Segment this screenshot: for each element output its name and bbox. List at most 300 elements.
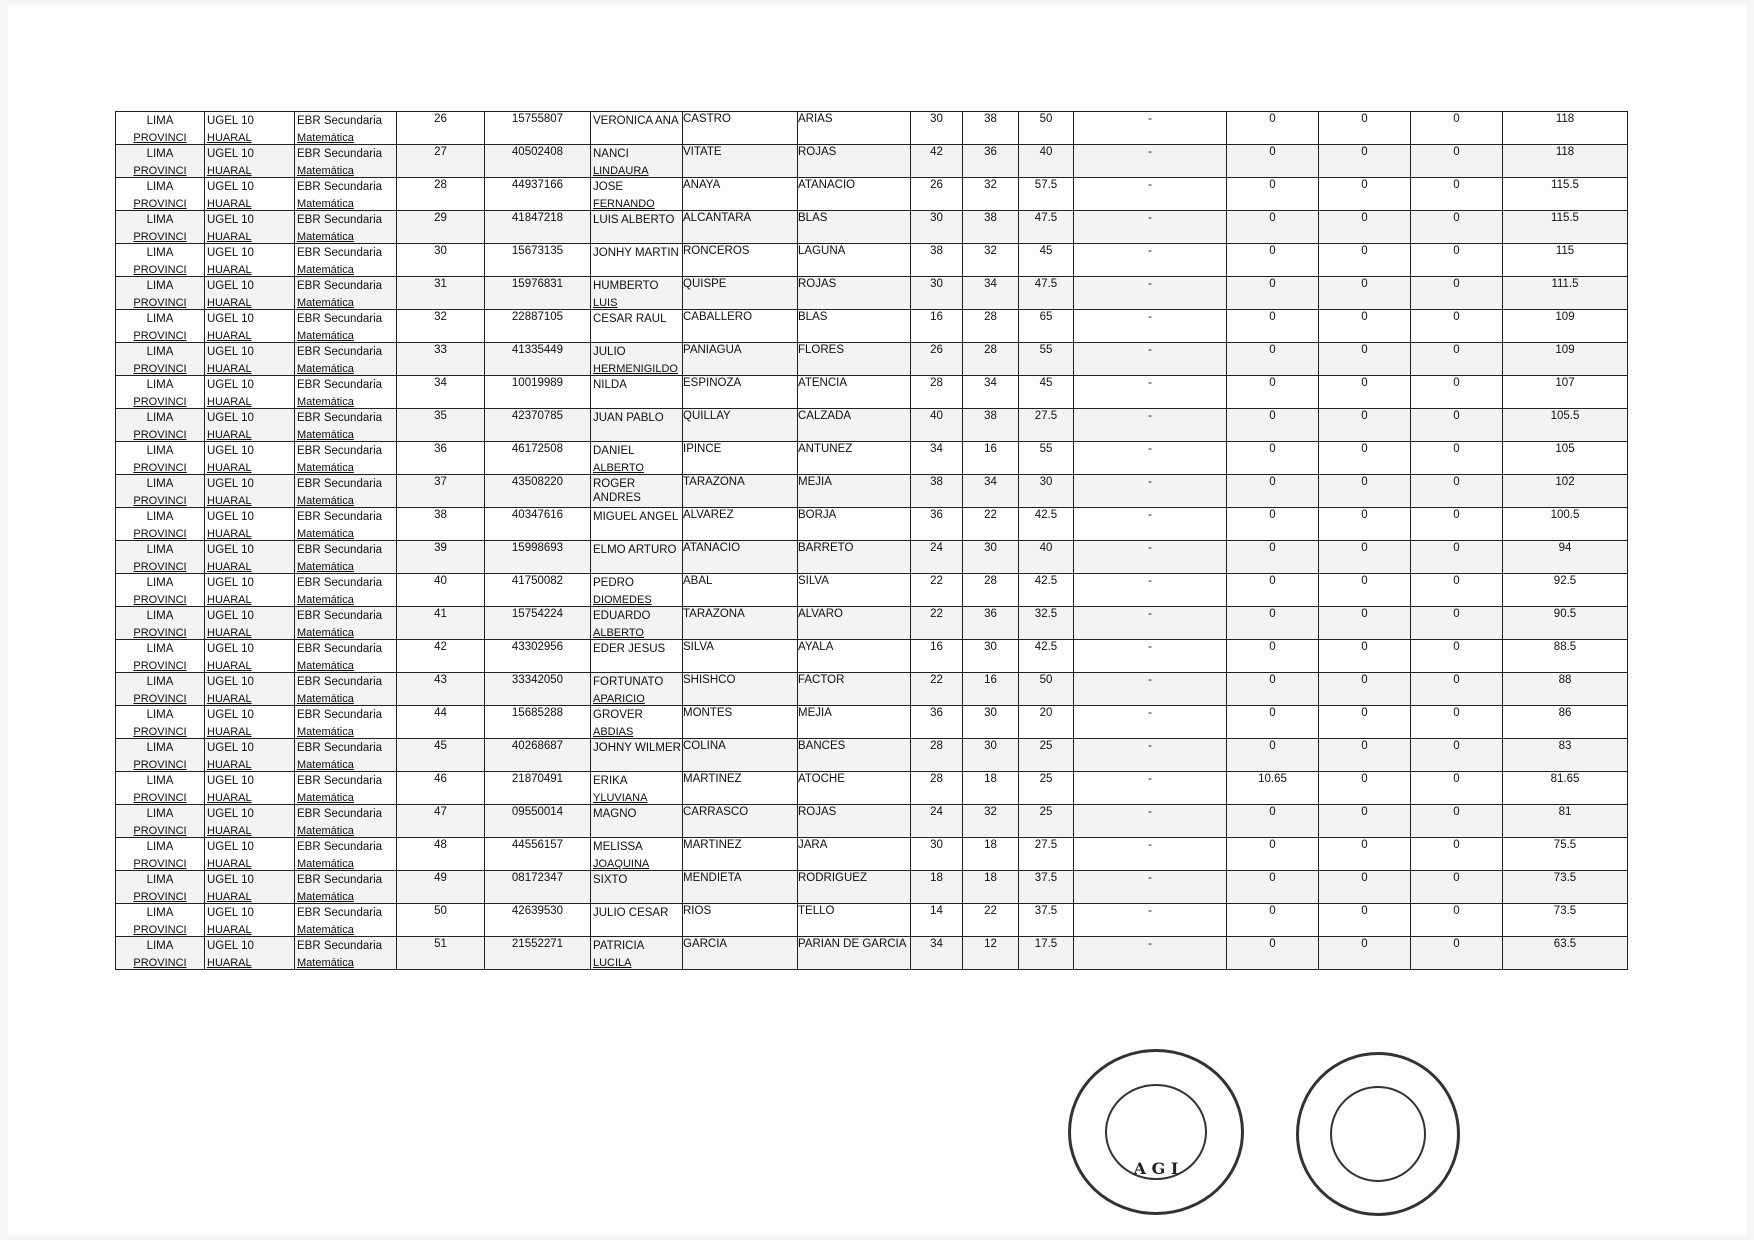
cell-total: 115 — [1503, 244, 1628, 277]
cell-observacion: - — [1074, 244, 1227, 277]
cell-ugel — [205, 739, 295, 772]
cell-region — [116, 574, 205, 607]
cell-region-line2: PROVINCI — [133, 693, 187, 705]
cell-order: 46 — [397, 772, 485, 805]
cell-nombres — [591, 640, 683, 673]
cell-modalidad-line1: EBR Secundaria — [297, 247, 383, 259]
cell-modalidad — [295, 310, 397, 343]
cell-score-1: 26 — [911, 178, 963, 211]
cell-ugel-line1: UGEL 10 — [207, 247, 254, 259]
cell-region-line2: PROVINCI — [133, 891, 187, 903]
cell-bonus-3: 0 — [1411, 574, 1503, 607]
cell-region-line1: LIMA — [146, 643, 174, 655]
cell-score-2: 34 — [963, 475, 1019, 508]
cell-ugel-line2: HUARAL — [207, 330, 252, 342]
cell-dni: 43508220 — [485, 475, 591, 508]
cell-ugel — [205, 310, 295, 343]
cell-nombres — [591, 310, 683, 343]
cell-modalidad-line2: Matemática — [297, 363, 354, 375]
cell-total: 92.5 — [1503, 574, 1628, 607]
cell-region-line1: LIMA — [146, 247, 174, 259]
cell-observacion: - — [1074, 805, 1227, 838]
cell-dni: 15673135 — [485, 244, 591, 277]
table-row — [116, 145, 1628, 178]
table-row — [116, 508, 1628, 541]
cell-ugel-line2: HUARAL — [207, 264, 252, 276]
cell-dni: 42639530 — [485, 904, 591, 937]
cell-bonus-2: 0 — [1319, 376, 1411, 409]
cell-ugel-line1: UGEL 10 — [207, 709, 254, 721]
table-row — [116, 475, 1628, 508]
cell-region — [116, 343, 205, 376]
cell-score-2: 28 — [963, 310, 1019, 343]
cell-ugel — [205, 871, 295, 904]
cell-apellido-materno: PARIAN DE GARCIA — [798, 937, 911, 970]
cell-region-line1: LIMA — [146, 808, 174, 820]
cell-bonus-3: 0 — [1411, 541, 1503, 574]
cell-nombres-line1: NILDA — [593, 379, 627, 391]
cell-ugel — [205, 508, 295, 541]
cell-apellido-materno: ALVARO — [798, 607, 911, 640]
cell-nombres — [591, 541, 683, 574]
cell-ugel-line1: UGEL 10 — [207, 412, 254, 424]
cell-observacion: - — [1074, 409, 1227, 442]
cell-score-2: 28 — [963, 574, 1019, 607]
cell-nombres-line1: JOSE — [593, 181, 624, 193]
cell-ugel — [205, 574, 295, 607]
cell-dni: 10019989 — [485, 376, 591, 409]
cell-score-3: 47.5 — [1019, 211, 1074, 244]
cell-nombres-line1: ERIKA — [593, 775, 628, 787]
cell-order: 47 — [397, 805, 485, 838]
cell-bonus-1: 0 — [1227, 541, 1319, 574]
cell-score-2: 22 — [963, 904, 1019, 937]
cell-dni: 46172508 — [485, 442, 591, 475]
cell-apellido-materno: RODRIGUEZ — [798, 871, 911, 904]
cell-bonus-2: 0 — [1319, 937, 1411, 970]
cell-observacion: - — [1074, 145, 1227, 178]
cell-apellido-materno: ROJAS — [798, 277, 911, 310]
cell-apellido-materno: ROJAS — [798, 145, 911, 178]
cell-total: 73.5 — [1503, 904, 1628, 937]
cell-modalidad-line1: EBR Secundaria — [297, 511, 383, 523]
cell-nombres-line1: EDUARDO — [593, 610, 651, 622]
cell-dni: 40347616 — [485, 508, 591, 541]
cell-modalidad-line1: EBR Secundaria — [297, 841, 383, 853]
cell-bonus-1: 0 — [1227, 442, 1319, 475]
cell-ugel-line1: UGEL 10 — [207, 775, 254, 787]
cell-ugel-line1: UGEL 10 — [207, 577, 254, 589]
cell-region — [116, 640, 205, 673]
cell-nombres-line1: JUAN PABLO — [593, 412, 664, 424]
cell-bonus-3: 0 — [1411, 904, 1503, 937]
cell-score-1: 42 — [911, 145, 963, 178]
cell-observacion: - — [1074, 673, 1227, 706]
cell-total: 109 — [1503, 310, 1628, 343]
cell-ugel-line1: UGEL 10 — [207, 874, 254, 886]
cell-dni: 40502408 — [485, 145, 591, 178]
cell-order: 39 — [397, 541, 485, 574]
cell-nombres-line2: ABDIAS — [593, 726, 634, 738]
cell-score-2: 38 — [963, 112, 1019, 145]
cell-region-line2: PROVINCI — [133, 429, 187, 441]
cell-score-1: 30 — [911, 211, 963, 244]
cell-observacion: - — [1074, 211, 1227, 244]
cell-order: 43 — [397, 673, 485, 706]
cell-ugel — [205, 640, 295, 673]
cell-score-2: 30 — [963, 541, 1019, 574]
cell-modalidad — [295, 706, 397, 739]
cell-modalidad-line1: EBR Secundaria — [297, 181, 383, 193]
cell-bonus-1: 0 — [1227, 574, 1319, 607]
cell-ugel-line1: UGEL 10 — [207, 643, 254, 655]
cell-nombres — [591, 376, 683, 409]
cell-score-1: 28 — [911, 772, 963, 805]
cell-bonus-2: 0 — [1319, 541, 1411, 574]
cell-dni: 15998693 — [485, 541, 591, 574]
cell-bonus-2: 0 — [1319, 211, 1411, 244]
cell-apellido-paterno: ALCANTARA — [683, 211, 798, 244]
cell-nombres-line2: YLUVIANA — [593, 792, 648, 804]
cell-region-line1: LIMA — [146, 709, 174, 721]
cell-modalidad — [295, 442, 397, 475]
cell-region — [116, 541, 205, 574]
cell-score-1: 38 — [911, 475, 963, 508]
cell-region — [116, 607, 205, 640]
cell-modalidad-line2: Matemática — [297, 726, 354, 738]
cell-score-3: 27.5 — [1019, 409, 1074, 442]
cell-region-line1: LIMA — [146, 511, 174, 523]
cell-region-line1: LIMA — [146, 940, 174, 952]
cell-bonus-1: 10.65 — [1227, 772, 1319, 805]
cell-observacion: - — [1074, 343, 1227, 376]
cell-score-1: 40 — [911, 409, 963, 442]
cell-apellido-paterno: RONCEROS — [683, 244, 798, 277]
cell-bonus-2: 0 — [1319, 673, 1411, 706]
cell-region-line2: PROVINCI — [133, 462, 187, 474]
cell-score-1: 16 — [911, 640, 963, 673]
cell-order: 44 — [397, 706, 485, 739]
cell-region — [116, 904, 205, 937]
cell-region — [116, 838, 205, 871]
cell-nombres — [591, 772, 683, 805]
cell-modalidad-line2: Matemática — [297, 561, 354, 573]
cell-score-1: 34 — [911, 937, 963, 970]
cell-score-2: 18 — [963, 772, 1019, 805]
cell-bonus-2: 0 — [1319, 442, 1411, 475]
cell-modalidad-line1: EBR Secundaria — [297, 379, 383, 391]
cell-score-1: 22 — [911, 607, 963, 640]
cell-bonus-3: 0 — [1411, 508, 1503, 541]
cell-score-3: 42.5 — [1019, 574, 1074, 607]
cell-region-line1: LIMA — [146, 478, 174, 490]
cell-nombres-line2: ALBERTO — [593, 462, 644, 474]
cell-nombres — [591, 277, 683, 310]
cell-observacion: - — [1074, 475, 1227, 508]
cell-ugel-line1: UGEL 10 — [207, 280, 254, 292]
cell-nombres-line1: DANIEL — [593, 445, 635, 457]
cell-modalidad-line2: Matemática — [297, 957, 354, 969]
cell-modalidad-line1: EBR Secundaria — [297, 742, 383, 754]
cell-modalidad-line1: EBR Secundaria — [297, 940, 383, 952]
cell-bonus-3: 0 — [1411, 178, 1503, 211]
cell-ugel-line1: UGEL 10 — [207, 181, 254, 193]
cell-apellido-paterno: ATANACIO — [683, 541, 798, 574]
cell-region — [116, 409, 205, 442]
cell-nombres — [591, 904, 683, 937]
cell-nombres-line1: LUIS ALBERTO — [593, 214, 675, 226]
table-row — [116, 805, 1628, 838]
cell-nombres-line1: NANCI — [593, 148, 629, 160]
cell-bonus-3: 0 — [1411, 739, 1503, 772]
cell-bonus-3: 0 — [1411, 772, 1503, 805]
cell-ugel — [205, 343, 295, 376]
cell-dni: 22887105 — [485, 310, 591, 343]
cell-apellido-materno: ATOCHE — [798, 772, 911, 805]
cell-region-line1: LIMA — [146, 445, 174, 457]
cell-total: 109 — [1503, 343, 1628, 376]
cell-region-line1: LIMA — [146, 280, 174, 292]
cell-ugel — [205, 409, 295, 442]
cell-score-1: 38 — [911, 244, 963, 277]
cell-ugel — [205, 838, 295, 871]
cell-nombres — [591, 145, 683, 178]
cell-modalidad-line1: EBR Secundaria — [297, 115, 383, 127]
cell-modalidad — [295, 211, 397, 244]
cell-bonus-1: 0 — [1227, 310, 1319, 343]
cell-modalidad-line2: Matemática — [297, 198, 354, 210]
cell-region-line2: PROVINCI — [133, 660, 187, 672]
table-row — [116, 310, 1628, 343]
cell-apellido-paterno: MONTES — [683, 706, 798, 739]
cell-bonus-3: 0 — [1411, 343, 1503, 376]
cell-ugel — [205, 178, 295, 211]
cell-score-3: 27.5 — [1019, 838, 1074, 871]
cell-apellido-materno: FACTOR — [798, 673, 911, 706]
cell-score-3: 25 — [1019, 739, 1074, 772]
cell-ugel-line2: HUARAL — [207, 825, 252, 837]
cell-score-1: 36 — [911, 706, 963, 739]
cell-modalidad — [295, 838, 397, 871]
cell-region — [116, 178, 205, 211]
cell-region — [116, 145, 205, 178]
cell-modalidad — [295, 145, 397, 178]
cell-bonus-3: 0 — [1411, 211, 1503, 244]
cell-score-1: 36 — [911, 508, 963, 541]
cell-score-2: 32 — [963, 178, 1019, 211]
cell-ugel — [205, 805, 295, 838]
cell-bonus-1: 0 — [1227, 871, 1319, 904]
cell-region-line1: LIMA — [146, 577, 174, 589]
cell-nombres-line1: GROVER — [593, 709, 643, 721]
cell-bonus-1: 0 — [1227, 673, 1319, 706]
cell-nombres — [591, 673, 683, 706]
cell-bonus-3: 0 — [1411, 607, 1503, 640]
cell-total: 115.5 — [1503, 178, 1628, 211]
cell-nombres — [591, 508, 683, 541]
cell-order: 29 — [397, 211, 485, 244]
cell-nombres-line2: APARICIO — [593, 693, 645, 705]
cell-nombres-line2: HERMENIGILDO — [593, 363, 678, 375]
cell-score-1: 14 — [911, 904, 963, 937]
table-row — [116, 211, 1628, 244]
cell-order: 36 — [397, 442, 485, 475]
cell-region-line1: LIMA — [146, 346, 174, 358]
cell-bonus-2: 0 — [1319, 607, 1411, 640]
cell-apellido-paterno: RIOS — [683, 904, 798, 937]
cell-modalidad-line1: EBR Secundaria — [297, 808, 383, 820]
cell-score-2: 16 — [963, 673, 1019, 706]
cell-observacion: - — [1074, 937, 1227, 970]
cell-nombres-line1: EDER JESUS — [593, 643, 666, 655]
cell-bonus-1: 0 — [1227, 277, 1319, 310]
cell-apellido-materno: MEJIA — [798, 706, 911, 739]
cell-score-2: 18 — [963, 871, 1019, 904]
cell-modalidad-line1: EBR Secundaria — [297, 874, 383, 886]
cell-modalidad — [295, 673, 397, 706]
cell-observacion: - — [1074, 112, 1227, 145]
cell-region-line1: LIMA — [146, 544, 174, 556]
cell-score-1: 26 — [911, 343, 963, 376]
cell-score-1: 18 — [911, 871, 963, 904]
cell-nombres-line1: VERONICA ANA — [593, 115, 679, 127]
cell-bonus-3: 0 — [1411, 871, 1503, 904]
document-page — [8, 4, 1746, 1236]
cell-modalidad-line2: Matemática — [297, 165, 354, 177]
cell-score-1: 30 — [911, 838, 963, 871]
cell-modalidad — [295, 475, 397, 508]
cell-apellido-paterno: VITATE — [683, 145, 798, 178]
cell-modalidad — [295, 178, 397, 211]
cell-ugel — [205, 541, 295, 574]
cell-nombres — [591, 937, 683, 970]
cell-ugel — [205, 607, 295, 640]
cell-region-line2: PROVINCI — [133, 396, 187, 408]
cell-nombres-line1: JOHNY WILMER — [593, 742, 681, 754]
cell-ugel — [205, 442, 295, 475]
cell-region — [116, 244, 205, 277]
cell-nombres — [591, 574, 683, 607]
cell-region — [116, 508, 205, 541]
cell-bonus-1: 0 — [1227, 640, 1319, 673]
table-row — [116, 607, 1628, 640]
cell-bonus-1: 0 — [1227, 838, 1319, 871]
cell-bonus-3: 0 — [1411, 409, 1503, 442]
personal-stamp — [1296, 1052, 1460, 1216]
cell-modalidad-line2: Matemática — [297, 462, 354, 474]
cell-region-line1: LIMA — [146, 313, 174, 325]
cell-score-3: 42.5 — [1019, 640, 1074, 673]
cell-observacion: - — [1074, 178, 1227, 211]
cell-bonus-3: 0 — [1411, 475, 1503, 508]
cell-dni: 42370785 — [485, 409, 591, 442]
cell-nombres-line2: FERNANDO — [593, 198, 655, 210]
cell-bonus-2: 0 — [1319, 178, 1411, 211]
cell-modalidad-line2: Matemática — [297, 924, 354, 936]
cell-nombres-line2: JOAQUINA — [593, 858, 650, 870]
cell-apellido-materno: ARIAS — [798, 112, 911, 145]
cell-region-line2: PROVINCI — [133, 198, 187, 210]
cell-apellido-paterno: SILVA — [683, 640, 798, 673]
table-row — [116, 904, 1628, 937]
cell-bonus-2: 0 — [1319, 904, 1411, 937]
cell-nombres-line1: HUMBERTO — [593, 280, 659, 292]
cell-nombres-line2: LUCILA — [593, 957, 632, 969]
cell-ugel-line1: UGEL 10 — [207, 379, 254, 391]
cell-region-line1: LIMA — [146, 775, 174, 787]
cell-apellido-materno: ANTUNEZ — [798, 442, 911, 475]
cell-total: 102 — [1503, 475, 1628, 508]
cell-bonus-1: 0 — [1227, 508, 1319, 541]
cell-bonus-1: 0 — [1227, 376, 1319, 409]
cell-order: 33 — [397, 343, 485, 376]
cell-score-3: 25 — [1019, 805, 1074, 838]
cell-observacion: - — [1074, 442, 1227, 475]
cell-ugel — [205, 277, 295, 310]
cell-order: 42 — [397, 640, 485, 673]
results-table — [115, 111, 1628, 970]
cell-region-line1: LIMA — [146, 214, 174, 226]
cell-bonus-1: 0 — [1227, 409, 1319, 442]
cell-apellido-materno: BLAS — [798, 310, 911, 343]
cell-nombres-line1: PEDRO — [593, 577, 634, 589]
cell-order: 40 — [397, 574, 485, 607]
cell-apellido-paterno: TARAZONA — [683, 607, 798, 640]
cell-apellido-paterno: PANIAGUA — [683, 343, 798, 376]
cell-bonus-1: 0 — [1227, 706, 1319, 739]
cell-bonus-1: 0 — [1227, 112, 1319, 145]
cell-ugel — [205, 112, 295, 145]
cell-total: 83 — [1503, 739, 1628, 772]
cell-nombres-line1: JULIO CESAR — [593, 907, 669, 919]
cell-modalidad-line2: Matemática — [297, 330, 354, 342]
table-row — [116, 442, 1628, 475]
cell-region — [116, 805, 205, 838]
cell-score-2: 36 — [963, 145, 1019, 178]
cell-ugel-line1: UGEL 10 — [207, 511, 254, 523]
cell-bonus-3: 0 — [1411, 937, 1503, 970]
cell-total: 81.65 — [1503, 772, 1628, 805]
table-row — [116, 376, 1628, 409]
cell-total: 100.5 — [1503, 508, 1628, 541]
cell-ugel — [205, 904, 295, 937]
cell-nombres-line2: ALBERTO — [593, 627, 644, 639]
cell-ugel-line2: HUARAL — [207, 759, 252, 771]
cell-modalidad — [295, 112, 397, 145]
cell-dni: 21552271 — [485, 937, 591, 970]
agi-stamp — [1068, 1049, 1244, 1215]
cell-region-line1: LIMA — [146, 148, 174, 160]
cell-apellido-materno: TELLO — [798, 904, 911, 937]
cell-region — [116, 277, 205, 310]
cell-ugel-line2: HUARAL — [207, 693, 252, 705]
cell-bonus-2: 0 — [1319, 244, 1411, 277]
table-row — [116, 739, 1628, 772]
cell-modalidad-line1: EBR Secundaria — [297, 907, 383, 919]
table-row — [116, 937, 1628, 970]
cell-region-line1: LIMA — [146, 907, 174, 919]
cell-dni: 15685288 — [485, 706, 591, 739]
cell-dni: 09550014 — [485, 805, 591, 838]
cell-total: 118 — [1503, 145, 1628, 178]
cell-nombres — [591, 805, 683, 838]
cell-ugel-line2: HUARAL — [207, 924, 252, 936]
cell-nombres — [591, 244, 683, 277]
cell-bonus-1: 0 — [1227, 244, 1319, 277]
cell-order: 26 — [397, 112, 485, 145]
cell-observacion: - — [1074, 739, 1227, 772]
cell-score-2: 30 — [963, 706, 1019, 739]
